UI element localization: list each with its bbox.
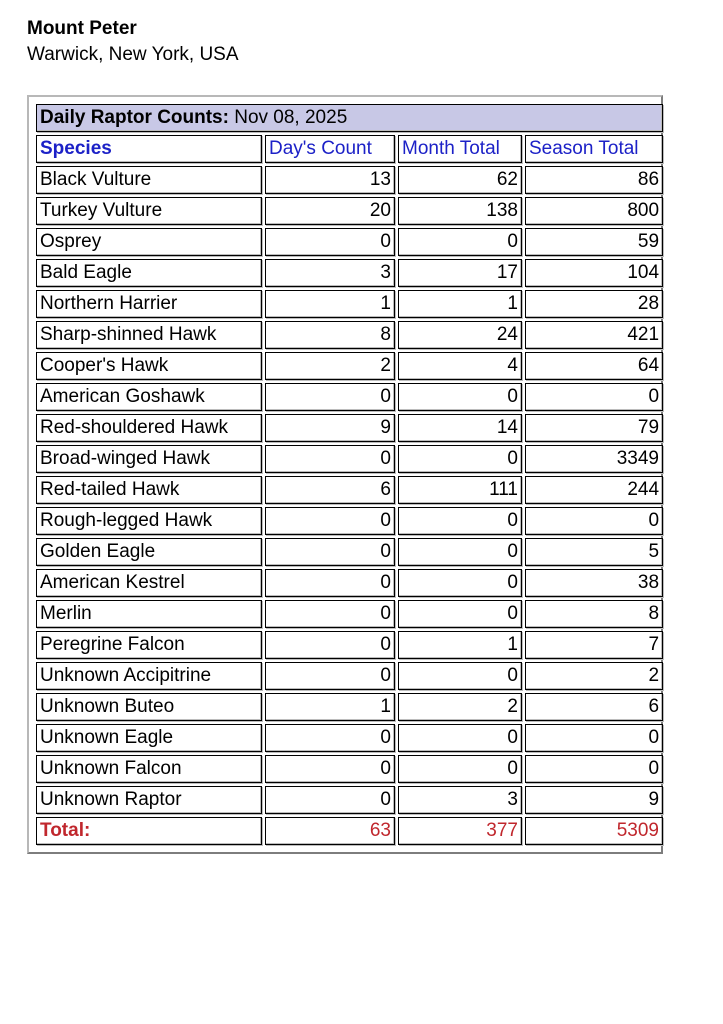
- table-title: [36, 104, 663, 132]
- table-row: [36, 259, 663, 287]
- species-name: Unknown Falcon: [36, 755, 262, 783]
- month-total: 1: [398, 631, 522, 659]
- season-total: 8: [525, 600, 663, 628]
- species-name: Cooper's Hawk: [36, 352, 262, 380]
- days-count: 2: [265, 352, 395, 380]
- days-count: 0: [265, 662, 395, 690]
- table-row: [36, 538, 663, 566]
- days-count: 1: [265, 693, 395, 721]
- header-row: [36, 135, 663, 163]
- table-row: [36, 507, 663, 535]
- species-name: Red-tailed Hawk: [36, 476, 262, 504]
- days-count: 9: [265, 414, 395, 442]
- month-total: 0: [398, 755, 522, 783]
- month-total: 62: [398, 166, 522, 194]
- season-total: 86: [525, 166, 663, 194]
- site-name: Mount Peter: [27, 18, 137, 39]
- season-total: 104: [525, 259, 663, 287]
- season-total: 9: [525, 786, 663, 814]
- table-row: [36, 383, 663, 411]
- season-total: 7: [525, 631, 663, 659]
- total-days-count: 63: [265, 817, 395, 845]
- species-name: Rough-legged Hawk: [36, 507, 262, 535]
- species-name: American Goshawk: [36, 383, 262, 411]
- days-count: 0: [265, 228, 395, 256]
- total-row: [36, 817, 663, 845]
- days-count: 0: [265, 631, 395, 659]
- days-count: 0: [265, 538, 395, 566]
- month-total: 3: [398, 786, 522, 814]
- species-name: Peregrine Falcon: [36, 631, 262, 659]
- species-name: Golden Eagle: [36, 538, 262, 566]
- species-name: American Kestrel: [36, 569, 262, 597]
- table-row: [36, 352, 663, 380]
- season-total: 0: [525, 383, 663, 411]
- site-header: [27, 16, 239, 68]
- days-count: 13: [265, 166, 395, 194]
- month-total: 4: [398, 352, 522, 380]
- table-row: [36, 600, 663, 628]
- days-count: 1: [265, 290, 395, 318]
- month-total: 0: [398, 445, 522, 473]
- table-row: [36, 476, 663, 504]
- header-days-count: Day's Count: [265, 135, 395, 163]
- table-row: [36, 631, 663, 659]
- table-row: [36, 321, 663, 349]
- site-location: Warwick, New York, USA: [27, 44, 239, 65]
- table-title-label: Daily Raptor Counts:: [40, 107, 229, 128]
- season-total: 0: [525, 724, 663, 752]
- table-row: [36, 414, 663, 442]
- days-count: 0: [265, 600, 395, 628]
- days-count: 3: [265, 259, 395, 287]
- table-row: [36, 228, 663, 256]
- season-total: 64: [525, 352, 663, 380]
- table-row: [36, 755, 663, 783]
- table-date: Nov 08, 2025: [234, 107, 348, 128]
- month-total: 0: [398, 507, 522, 535]
- species-name: Unknown Raptor: [36, 786, 262, 814]
- month-total: 1: [398, 290, 522, 318]
- table-row: [36, 786, 663, 814]
- table-row: [36, 445, 663, 473]
- header-species: Species: [36, 135, 262, 163]
- table-row: [36, 569, 663, 597]
- season-total: 0: [525, 755, 663, 783]
- season-total: 3349: [525, 445, 663, 473]
- month-total: 138: [398, 197, 522, 225]
- season-total: 6: [525, 693, 663, 721]
- raptor-counts-panel: [27, 95, 663, 854]
- days-count: 0: [265, 755, 395, 783]
- season-total: 38: [525, 569, 663, 597]
- species-name: Sharp-shinned Hawk: [36, 321, 262, 349]
- table-row: [36, 724, 663, 752]
- season-total: 244: [525, 476, 663, 504]
- season-total: 800: [525, 197, 663, 225]
- month-total: 0: [398, 538, 522, 566]
- month-total: 14: [398, 414, 522, 442]
- month-total: 0: [398, 724, 522, 752]
- table-row: [36, 197, 663, 225]
- table-row: [36, 662, 663, 690]
- days-count: 20: [265, 197, 395, 225]
- table-row: [36, 693, 663, 721]
- month-total: 0: [398, 383, 522, 411]
- days-count: 6: [265, 476, 395, 504]
- species-name: Merlin: [36, 600, 262, 628]
- month-total: 17: [398, 259, 522, 287]
- days-count: 0: [265, 786, 395, 814]
- month-total: 24: [398, 321, 522, 349]
- month-total: 0: [398, 228, 522, 256]
- species-name: Turkey Vulture: [36, 197, 262, 225]
- total-label: Total:: [36, 817, 262, 845]
- total-season-total: 5309: [525, 817, 663, 845]
- table-row: [36, 166, 663, 194]
- days-count: 0: [265, 507, 395, 535]
- table-body: [36, 166, 663, 814]
- days-count: 0: [265, 724, 395, 752]
- season-total: 0: [525, 507, 663, 535]
- days-count: 0: [265, 569, 395, 597]
- species-name: Unknown Buteo: [36, 693, 262, 721]
- header-month-total: Month Total: [398, 135, 522, 163]
- species-name: Osprey: [36, 228, 262, 256]
- month-total: 0: [398, 600, 522, 628]
- species-name: Black Vulture: [36, 166, 262, 194]
- season-total: 59: [525, 228, 663, 256]
- month-total: 111: [398, 476, 522, 504]
- month-total: 0: [398, 662, 522, 690]
- month-total: 2: [398, 693, 522, 721]
- month-total: 0: [398, 569, 522, 597]
- total-month-total: 377: [398, 817, 522, 845]
- species-name: Northern Harrier: [36, 290, 262, 318]
- raptor-counts-table: [33, 101, 666, 848]
- table-title-row: [36, 104, 663, 132]
- season-total: 421: [525, 321, 663, 349]
- table-row: [36, 290, 663, 318]
- species-name: Red-shouldered Hawk: [36, 414, 262, 442]
- days-count: 0: [265, 383, 395, 411]
- header-season-total: Season Total: [525, 135, 663, 163]
- species-name: Bald Eagle: [36, 259, 262, 287]
- species-name: Unknown Eagle: [36, 724, 262, 752]
- days-count: 8: [265, 321, 395, 349]
- season-total: 5: [525, 538, 663, 566]
- season-total: 2: [525, 662, 663, 690]
- species-name: Unknown Accipitrine: [36, 662, 262, 690]
- species-name: Broad-winged Hawk: [36, 445, 262, 473]
- season-total: 79: [525, 414, 663, 442]
- days-count: 0: [265, 445, 395, 473]
- season-total: 28: [525, 290, 663, 318]
